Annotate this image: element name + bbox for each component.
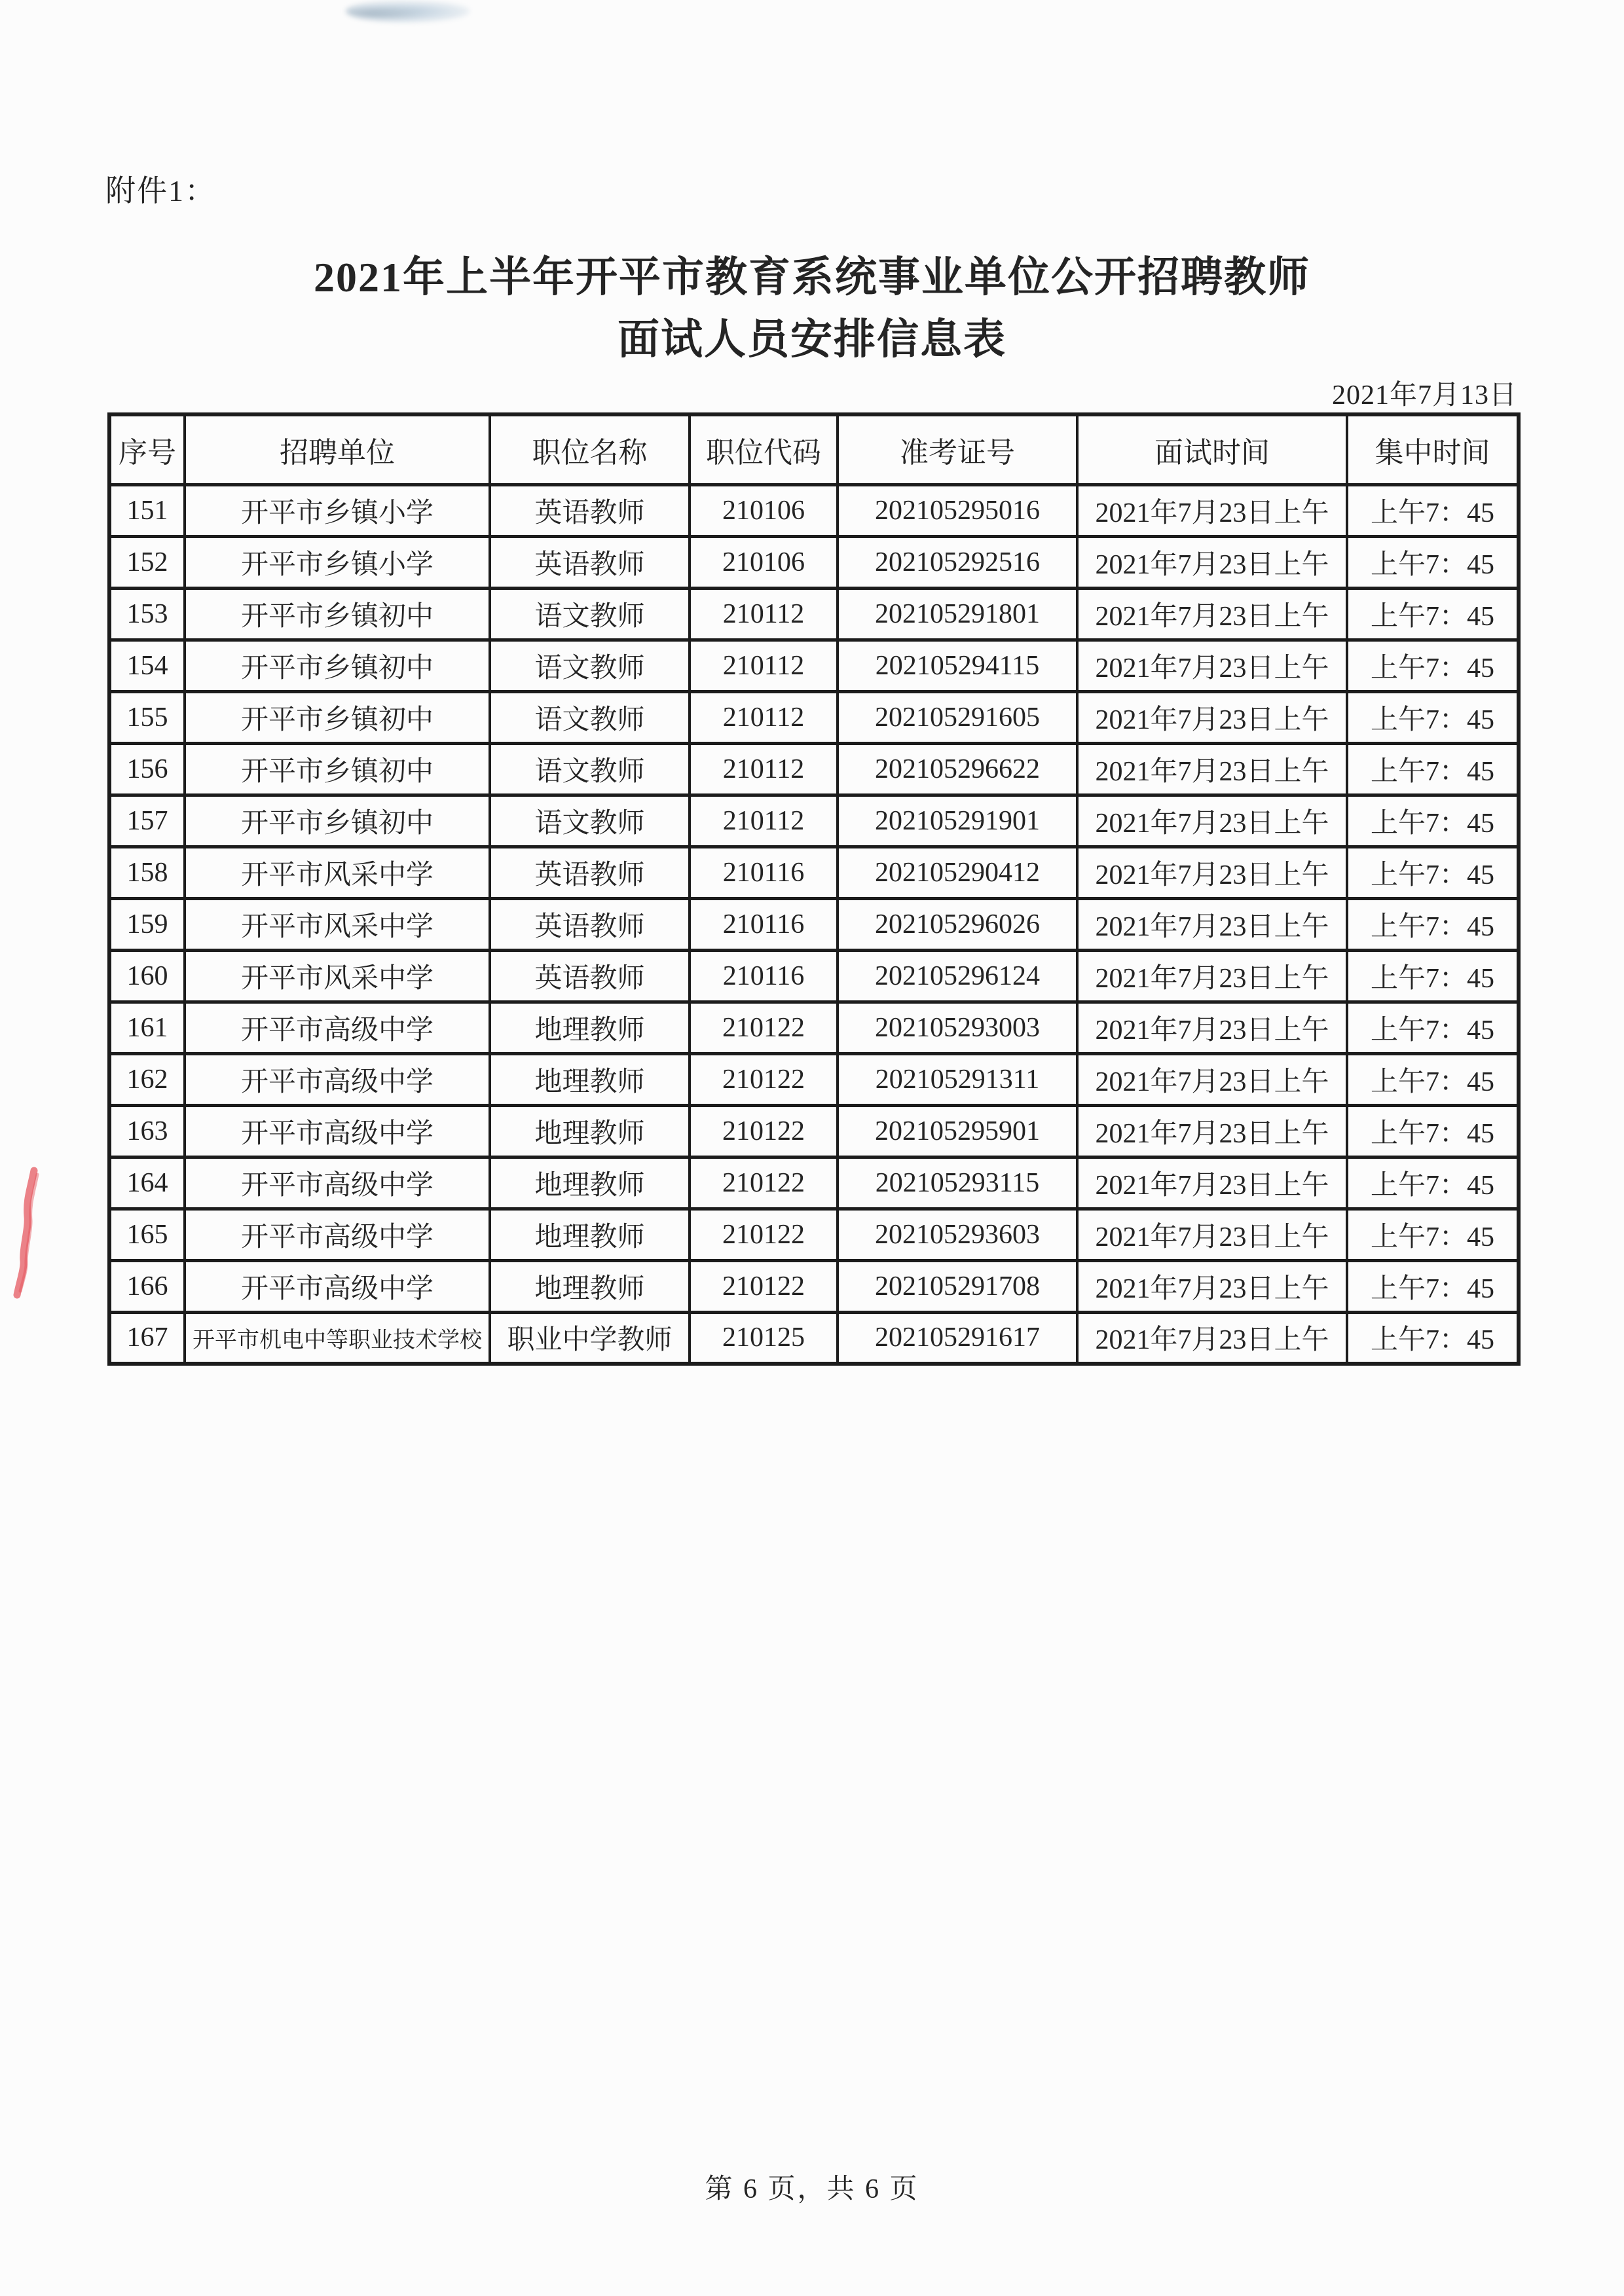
table-row	[109, 1209, 1519, 1260]
table-cell: 202105291801	[838, 588, 1077, 640]
table-cell: 上午7：45	[1347, 1312, 1519, 1364]
title-line-1: 2021年上半年开平市教育系统事业单位公开招聘教师	[314, 254, 1310, 301]
table-cell: 开平市高级中学	[185, 1260, 490, 1312]
table-cell: 开平市乡镇初中	[185, 743, 490, 795]
table-row	[109, 1157, 1519, 1209]
attachment-label: 附件1：	[105, 174, 216, 208]
table-cell: 上午7：45	[1347, 484, 1519, 536]
table-cell: 上午7：45	[1347, 640, 1519, 691]
table-cell: 210122	[690, 1105, 838, 1157]
table-cell: 202105291617	[838, 1312, 1077, 1364]
table-row	[109, 795, 1519, 847]
table-cell: 上午7：45	[1347, 795, 1519, 847]
document-title	[0, 246, 1624, 371]
table-row	[109, 484, 1519, 536]
table-cell: 202105296026	[838, 898, 1077, 950]
table-cell: 上午7：45	[1347, 536, 1519, 588]
table-cell: 开平市乡镇初中	[185, 640, 490, 691]
page-number: 第 6 页，共 6 页	[705, 2174, 919, 2204]
table-cell: 160	[109, 950, 185, 1002]
column-header: 准考证号	[838, 414, 1077, 484]
table-cell: 166	[109, 1260, 185, 1312]
document-date: 2021年7月13日	[1331, 380, 1517, 410]
table-cell: 语文教师	[490, 795, 690, 847]
table-cell: 210122	[690, 1053, 838, 1105]
scan-smudge	[346, 0, 470, 22]
table-cell: 210122	[690, 1209, 838, 1260]
table-cell: 开平市乡镇初中	[185, 795, 490, 847]
column-header: 面试时间	[1077, 414, 1347, 484]
table-row	[109, 1105, 1519, 1157]
table-cell: 开平市乡镇初中	[185, 588, 490, 640]
table-cell: 上午7：45	[1347, 1105, 1519, 1157]
table-row	[109, 640, 1519, 691]
title-line-2: 面试人员安排信息表	[618, 316, 1006, 363]
table-cell: 地理教师	[490, 1260, 690, 1312]
table-cell: 英语教师	[490, 847, 690, 898]
table-row	[109, 1002, 1519, 1053]
table-cell: 152	[109, 536, 185, 588]
table-cell: 上午7：45	[1347, 588, 1519, 640]
table-cell: 210112	[690, 691, 838, 743]
table-cell: 202105291605	[838, 691, 1077, 743]
table-cell: 165	[109, 1209, 185, 1260]
table-cell: 2021年7月23日上午	[1077, 1312, 1347, 1364]
table-cell: 202105296124	[838, 950, 1077, 1002]
table-row	[109, 847, 1519, 898]
table-cell: 202105293115	[838, 1157, 1077, 1209]
table-row	[109, 1312, 1519, 1364]
table-cell: 210112	[690, 795, 838, 847]
table-cell: 210112	[690, 743, 838, 795]
table-cell: 上午7：45	[1347, 1002, 1519, 1053]
interview-schedule-table	[107, 412, 1521, 1366]
table-cell: 2021年7月23日上午	[1077, 691, 1347, 743]
table-cell: 159	[109, 898, 185, 950]
header-row	[109, 414, 1519, 484]
table-cell: 202105291901	[838, 795, 1077, 847]
table-cell: 157	[109, 795, 185, 847]
table-row	[109, 898, 1519, 950]
table-cell: 上午7：45	[1347, 1209, 1519, 1260]
table-row	[109, 536, 1519, 588]
table-cell: 地理教师	[490, 1002, 690, 1053]
table-cell: 开平市高级中学	[185, 1157, 490, 1209]
table-row	[109, 743, 1519, 795]
table-cell: 上午7：45	[1347, 743, 1519, 795]
table-cell: 153	[109, 588, 185, 640]
column-header: 招聘单位	[185, 414, 490, 484]
table-cell: 开平市高级中学	[185, 1053, 490, 1105]
column-header: 职位代码	[690, 414, 838, 484]
table-cell: 202105293003	[838, 1002, 1077, 1053]
table-header	[109, 414, 1519, 484]
table-cell: 英语教师	[490, 950, 690, 1002]
table-row	[109, 1053, 1519, 1105]
table-cell: 2021年7月23日上午	[1077, 1260, 1347, 1312]
table-cell: 开平市风采中学	[185, 898, 490, 950]
table-cell: 语文教师	[490, 588, 690, 640]
table-cell: 202105295016	[838, 484, 1077, 536]
table-row	[109, 950, 1519, 1002]
table-row	[109, 588, 1519, 640]
table-cell: 地理教师	[490, 1053, 690, 1105]
table-cell: 202105294115	[838, 640, 1077, 691]
table-cell: 2021年7月23日上午	[1077, 1209, 1347, 1260]
table-cell: 开平市风采中学	[185, 950, 490, 1002]
column-header: 序号	[109, 414, 185, 484]
table-body	[109, 484, 1519, 1364]
table-cell: 210112	[690, 588, 838, 640]
table-cell: 地理教师	[490, 1157, 690, 1209]
table-cell: 开平市机电中等职业技术学校	[185, 1312, 490, 1364]
table-cell: 开平市风采中学	[185, 847, 490, 898]
table-cell: 154	[109, 640, 185, 691]
table-cell: 210122	[690, 1002, 838, 1053]
table-cell: 2021年7月23日上午	[1077, 484, 1347, 536]
red-pen-mark	[4, 1165, 51, 1305]
table-cell: 英语教师	[490, 484, 690, 536]
table-cell: 161	[109, 1002, 185, 1053]
table-cell: 2021年7月23日上午	[1077, 950, 1347, 1002]
table-cell: 210112	[690, 640, 838, 691]
table-cell: 163	[109, 1105, 185, 1157]
table-cell: 2021年7月23日上午	[1077, 847, 1347, 898]
table-cell: 上午7：45	[1347, 950, 1519, 1002]
table-cell: 开平市乡镇小学	[185, 484, 490, 536]
table-cell: 202105291311	[838, 1053, 1077, 1105]
table-cell: 英语教师	[490, 898, 690, 950]
table-cell: 167	[109, 1312, 185, 1364]
table-cell: 202105291708	[838, 1260, 1077, 1312]
table-cell: 开平市乡镇初中	[185, 691, 490, 743]
table-cell: 156	[109, 743, 185, 795]
table-cell: 202105290412	[838, 847, 1077, 898]
table-cell: 210116	[690, 898, 838, 950]
table-cell: 155	[109, 691, 185, 743]
table-cell: 开平市乡镇小学	[185, 536, 490, 588]
table-cell: 202105292516	[838, 536, 1077, 588]
table-row	[109, 1260, 1519, 1312]
table-cell: 上午7：45	[1347, 1053, 1519, 1105]
table-cell: 202105296622	[838, 743, 1077, 795]
table-cell: 151	[109, 484, 185, 536]
table-cell: 210122	[690, 1157, 838, 1209]
table-cell: 上午7：45	[1347, 847, 1519, 898]
table-cell: 英语教师	[490, 536, 690, 588]
table-cell: 202105295901	[838, 1105, 1077, 1157]
table-cell: 2021年7月23日上午	[1077, 536, 1347, 588]
table-cell: 开平市高级中学	[185, 1002, 490, 1053]
table-cell: 开平市高级中学	[185, 1105, 490, 1157]
table-cell: 2021年7月23日上午	[1077, 1105, 1347, 1157]
table-cell: 210116	[690, 847, 838, 898]
table-cell: 语文教师	[490, 743, 690, 795]
table-cell: 210106	[690, 536, 838, 588]
table-cell: 地理教师	[490, 1105, 690, 1157]
table-cell: 2021年7月23日上午	[1077, 588, 1347, 640]
table-cell: 2021年7月23日上午	[1077, 640, 1347, 691]
table-row	[109, 691, 1519, 743]
table-cell: 2021年7月23日上午	[1077, 743, 1347, 795]
table-cell: 210125	[690, 1312, 838, 1364]
table-cell: 158	[109, 847, 185, 898]
table-cell: 210116	[690, 950, 838, 1002]
table-cell: 210106	[690, 484, 838, 536]
table-cell: 开平市高级中学	[185, 1209, 490, 1260]
table-cell: 2021年7月23日上午	[1077, 1053, 1347, 1105]
table-cell: 上午7：45	[1347, 898, 1519, 950]
table-cell: 202105293603	[838, 1209, 1077, 1260]
table-cell: 职业中学教师	[490, 1312, 690, 1364]
table-cell: 2021年7月23日上午	[1077, 1002, 1347, 1053]
table-cell: 2021年7月23日上午	[1077, 898, 1347, 950]
table-cell: 2021年7月23日上午	[1077, 1157, 1347, 1209]
table-cell: 语文教师	[490, 691, 690, 743]
table-cell: 地理教师	[490, 1209, 690, 1260]
table-cell: 上午7：45	[1347, 1157, 1519, 1209]
column-header: 职位名称	[490, 414, 690, 484]
table-cell: 164	[109, 1157, 185, 1209]
table-cell: 2021年7月23日上午	[1077, 795, 1347, 847]
table-cell: 上午7：45	[1347, 1260, 1519, 1312]
column-header: 集中时间	[1347, 414, 1519, 484]
table-cell: 上午7：45	[1347, 691, 1519, 743]
table-cell: 语文教师	[490, 640, 690, 691]
table-cell: 162	[109, 1053, 185, 1105]
table-cell: 210122	[690, 1260, 838, 1312]
